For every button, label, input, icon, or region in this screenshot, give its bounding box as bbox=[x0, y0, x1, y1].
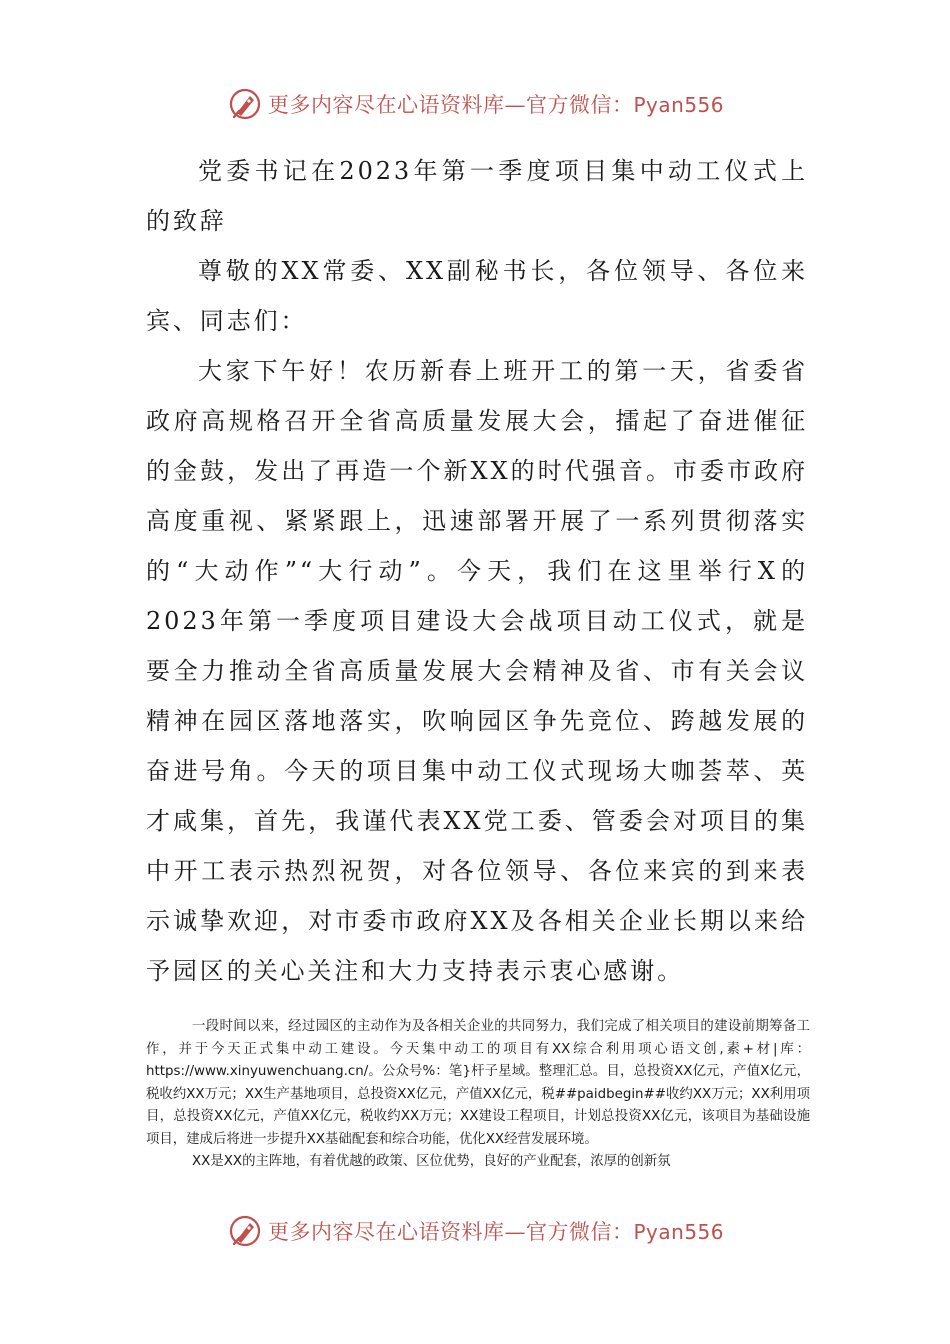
watermark-banner-bottom bbox=[228, 1211, 748, 1251]
pen-nib-circle-icon bbox=[228, 87, 262, 121]
watermark-text: 更多内容尽在心语资料库—官方微信：Pyan556 bbox=[268, 93, 725, 117]
watermark-account: Pyan556 bbox=[633, 93, 725, 117]
watermark-text: 更多内容尽在心语资料库—官方微信：Pyan556 bbox=[268, 1220, 725, 1244]
document-title: 党委书记在2023年第一季度项目集中动工仪式上的致辞 bbox=[146, 157, 808, 235]
paragraph-3: XX是XX的主阵地，有着优越的政策、区位优势，良好的产业配套，浓厚的创新氛 bbox=[192, 1154, 671, 1169]
paragraph-2: 一段时间以来，经过园区的主动作为及各相关企业的共同努力，我们完成了相关项目的建设前期筹备工作，并于今天正式集中动工建设。今天集中动工的项目有XX综合利用项心语文创,素+材|库：https://www.xinyuwenchuang.cn/。公众号%：笔}杆子星域。整理汇总。目，总投资XX亿元，产值X亿元，税收约XX万元；XX生产基地项目，总投资XX亿元，产值XX亿元，税##paidbegin##收约XX万元；XX利用项目，总投资XX亿元，产值XX亿元，税收约XX万元；XX建设工程项目，计划总投资XX亿元，该项目为基础设施项目，建成后将进一步提升XX基础配套和综合功能，优化XX经营发展环境。 bbox=[146, 1019, 810, 1147]
speech-body bbox=[146, 146, 808, 996]
paragraph-1: 大家下午好！农历新春上班开工的第一天，省委省政府高规格召开全省高质量发展大会，擂起了奋进催征的金鼓，发出了再造一个新XX的时代强音。市委市政府高度重视、紧紧跟上，迅速部署开展了一系列贯彻落实的“大动作”“大行动”。今天，我们在这里举行X的2023年第一季度项目建设大会战项目动工仪式，就是要全力推动全省高质量发展大会精神及省、市有关会议精神在园区落地落实，吹响园区争先竞位、跨越发展的奋进号角。今天的项目集中动工仪式现场大咖荟萃、英才咸集，首先，我谨代表XX党工委、管委会对项目的集中开工表示热烈祝贺，对各位领导、各位来宾的到来表示诚挚欢迎，对市委市政府XX及各相关企业长期以来给予园区的关心关注和大力支持表示衷心感谢。 bbox=[146, 357, 808, 985]
watermark-account: Pyan556 bbox=[633, 1220, 725, 1244]
small-text-section bbox=[146, 1016, 810, 1174]
watermark-banner-top bbox=[228, 84, 748, 124]
salutation: 尊敬的XX常委、XX副秘书长，各位领导、各位来宾、同志们： bbox=[146, 257, 808, 335]
pen-nib-circle-icon bbox=[228, 1214, 262, 1248]
